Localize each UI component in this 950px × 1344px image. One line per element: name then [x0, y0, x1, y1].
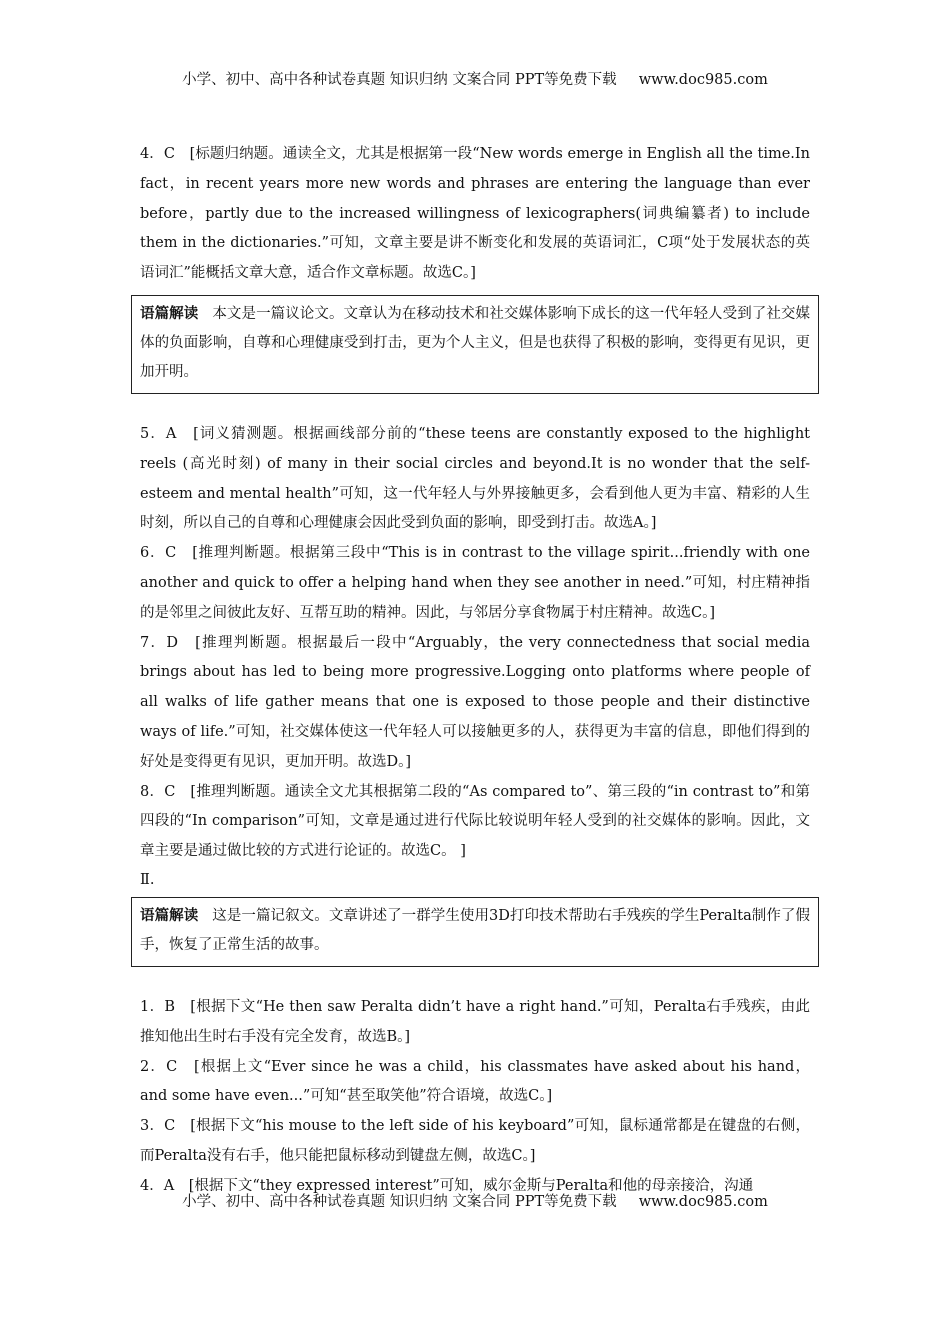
- passage-analysis-box: [131, 897, 819, 967]
- passage-analysis-title: 语篇解读: [140, 304, 199, 322]
- answer-item: 4．A [根据下文“they expressed interest”可知，威尔金斯与Peralta和他的母亲接洽，沟通: [140, 1177, 754, 1194]
- answer-item: 8．C [推理判断题。通读全文尤其根据第二段的“As compared to”、第三段的“in contrast to”和第四段的“In comparison”可知，文章是通过进行代际比较说明年轻人受到的社交媒体的影响。因此，文章主要是通过做比较的方式进行论证的。故选C。 ]: [140, 783, 810, 860]
- answer-item: 3．C [根据下文“his mouse to the left side of his keyboard”可知，鼠标通常都是在键盘的右侧，而Peralta没有右手，他只能把鼠标移动到键盘左侧，故选C。]: [140, 1118, 810, 1164]
- passage-analysis-text: 本文是一篇议论文。文章认为在移动技术和社交媒体影响下成长的这一代年轻人受到了社交媒体的负面影响，自尊和心理健康受到打击，更为个人主义，但是也获得了积极的影响，变得更有见识，更加开明。: [140, 305, 811, 380]
- passage-analysis-title: 语篇解读: [140, 906, 199, 924]
- header-text: 小学、初中、高中各种试卷真题 知识归纳 文案合同 PPT等免费下载: [182, 72, 617, 88]
- footer-text: 小学、初中、高中各种试卷真题 知识归纳 文案合同 PPT等免费下载: [182, 1194, 617, 1210]
- page-header: [0, 68, 950, 89]
- answer-item: 2．C [根据上文“Ever since he was a child，his classmates have asked about his hand，and some have even...”可知“甚至取笑他”符合语境，故选C。]: [140, 1058, 810, 1105]
- passage-analysis-text: 这是一篇记叙文。文章讲述了一群学生使用3D打印技术帮助右手残疾的学生Peralta制作了假手，恢复了正常生活的故事。: [140, 907, 810, 953]
- answer-content: [140, 140, 810, 1202]
- header-url[interactable]: www.doc985.com: [638, 72, 768, 88]
- answer-item: 5．A [词义猜测题。根据画线部分前的“these teens are constantly exposed to the highlight reels (高光时刻) of many in their social circles and beyond.It is no wonder that the self-esteem and mental health”可知，这一代年轻人与外界接触更多，会看到他人更为丰富、精彩的人生时刻，所以自己的自尊和心理健康会因此受到负面的影响，即受到打击。故选A。]: [140, 425, 810, 532]
- answer-item: 1．B [根据下文“He then saw Peralta didn’t have a right hand.”可知，Peralta右手残疾，由此推知他出生时右手没有完全发育，故选B。]: [140, 998, 810, 1045]
- footer-url[interactable]: www.doc985.com: [638, 1194, 768, 1210]
- answer-item: 4．C [标题归纳题。通读全文，尤其是根据第一段“New words emerge in English all the time.In fact，in recent years more new words and phrases are entering the language than ever before，partly due to the increased willingness of lexicographers(词典编纂者) to include them in the dictionaries.”可知，文章主要是讲不断变化和发展的英语词汇，C项“处于发展状态的英语词汇”能概括文章大意，适合作文章标题。故选C。]: [140, 146, 810, 282]
- section-heading: Ⅱ.: [140, 871, 155, 888]
- passage-analysis: [140, 299, 810, 387]
- page-footer: [0, 1190, 950, 1211]
- passage-analysis: [140, 901, 810, 960]
- answer-item: 7．D [推理判断题。根据最后一段中“Arguably，the very connectedness that social media brings about has led to being more progressive.Logging onto platforms where people of all walks of life gather means that one is exposed to those people and their distinctive ways of life.”可知，社交媒体使这一代年轻人可以接触更多的人，获得更为丰富的信息，即他们得到的好处是变得更有见识，更加开明。故选D。]: [140, 634, 810, 770]
- answer-item: 6．C [推理判断题。根据第三段中“This is in contrast to the village spirit...friendly with one another and quick to offer a helping hand when they see another in need.”可知，村庄精神指的是邻里之间彼此友好、互帮互助的精神。因此，与邻居分享食物属于村庄精神。故选C。]: [140, 545, 810, 621]
- passage-analysis-box: [131, 295, 819, 394]
